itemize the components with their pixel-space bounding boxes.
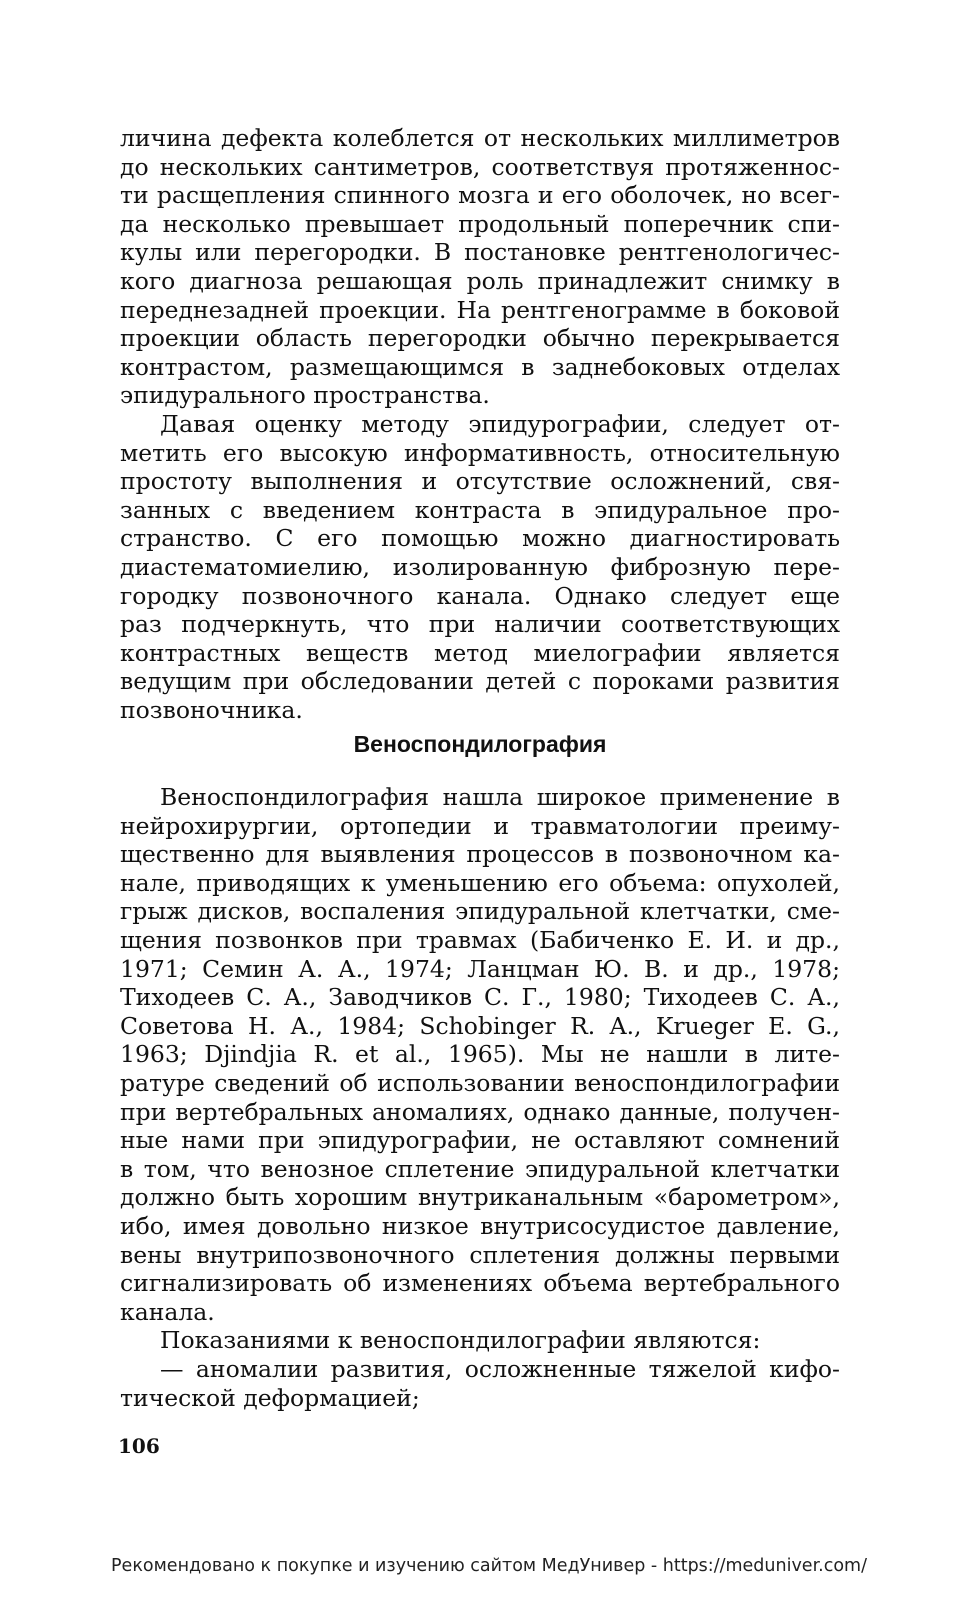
text-line: канала.: [120, 1297, 215, 1326]
text-line: занных с введением контраста в эпидуральное про-: [120, 495, 840, 524]
text-line: сигнализировать об изменениях объема вертебрального: [120, 1269, 840, 1298]
text-line: грыж дисков, воспаления эпидуральной клетчатки, сме-: [120, 897, 840, 926]
text-line: раз подчеркнуть, что при наличии соответствующих: [120, 610, 840, 639]
text-line: эпидурального пространства.: [120, 381, 490, 410]
page-body: [120, 124, 840, 1412]
text-line: тической деформацией;: [120, 1383, 420, 1412]
text-line: Советова Н. А., 1984; Schobinger R. A., Krueger E. G.,: [120, 1011, 840, 1040]
text-line: городку позвоночного канала. Однако следует еще: [120, 581, 840, 610]
list-item: [120, 1355, 840, 1412]
text-line: диастематомиелию, изолированную фиброзную пере-: [120, 552, 840, 581]
text-line: нейрохирургии, ортопедии и травматологии преиму-: [120, 811, 840, 840]
text-line: щественно для выявления процессов в позвоночном ка-: [120, 840, 840, 869]
text-line: ведущим при обследовании детей с пороками развития: [120, 667, 840, 696]
text-line: 1963; Djindjia R. et al., 1965). Мы не нашли в лите-: [120, 1040, 840, 1069]
text-line: Веноспондилография нашла широкое применение в: [160, 783, 840, 812]
text-line: кулы или перегородки. В постановке рентгенологичес-: [120, 238, 840, 267]
text-line: метить его высокую информативность, относительную: [120, 438, 840, 467]
paragraph: [120, 783, 840, 1326]
text-line: щения позвонков при травмах (Бабиченко Е. И. и др.,: [120, 926, 840, 955]
text-line: Показаниями к веноспондилографии являются:: [160, 1326, 761, 1355]
text-line: Давая оценку методу эпидурографии, следует от-: [160, 409, 840, 438]
text-line: проекции область перегородки обычно перекрывается: [120, 324, 840, 353]
paragraph: [120, 1326, 840, 1355]
text-line: кого диагноза решающая роль принадлежит снимку в: [120, 266, 840, 295]
page-number: 106: [118, 1434, 160, 1458]
text-line: нале, приводящих к уменьшению его объема: опухолей,: [120, 868, 840, 897]
text-line: переднезадней проекции. На рентгенограмме в боковой: [120, 295, 840, 324]
text-line: простоту выполнения и отсутствие осложнений, свя-: [120, 467, 840, 496]
text-line: контрастных веществ метод миелографии является: [120, 638, 840, 667]
text-line: ратуре сведений об использовании веноспондилографии: [120, 1069, 840, 1097]
text-line: ные нами при эпидурографии, не оставляют сомнений: [120, 1126, 840, 1155]
text-line: странство. С его помощью можно диагностировать: [120, 524, 840, 553]
text-line: в том, что венозное сплетение эпидуральной клетчатки: [120, 1154, 840, 1183]
text-line: ти расщепления спинного мозга и его оболочек, но всег-: [120, 181, 840, 210]
section-heading: Веноспондилография: [353, 731, 607, 758]
text-line: личина дефекта колеблется от нескольких миллиметров: [120, 124, 840, 152]
text-line: 1971; Семин А. А., 1974; Ланцман Ю. В. и др., 1978;: [120, 954, 840, 983]
text-line: вены внутрипозвоночного сплетения должны первыми: [120, 1240, 840, 1269]
text-line: ибо, имея довольно низкое внутрисосудистое давление,: [120, 1211, 840, 1240]
footer-note: Рекомендовано к покупке и изучению сайтом МедУнивер - https://meduniver.com/: [111, 1556, 867, 1576]
text-line: должно быть хорошим внутриканальным «барометром»,: [120, 1183, 840, 1212]
text-line: позвоночника.: [120, 695, 303, 724]
paragraph: [120, 124, 840, 410]
text-line: при вертебральных аномалиях, однако данные, получен-: [120, 1097, 840, 1126]
text-line: контрастом, размещающимся в заднебоковых отделах: [120, 352, 840, 381]
text-line: — аномалии развития, осложненные тяжелой кифо-: [160, 1354, 840, 1383]
text-line: Тиходеев С. А., Заводчиков С. Г., 1980; Тиходеев С. А.,: [120, 983, 840, 1012]
text-line: до нескольких сантиметров, соответствуя протяженнос-: [120, 152, 840, 181]
text-line: да несколько превышает продольный поперечник спи-: [120, 209, 840, 238]
paragraph: [120, 410, 840, 725]
